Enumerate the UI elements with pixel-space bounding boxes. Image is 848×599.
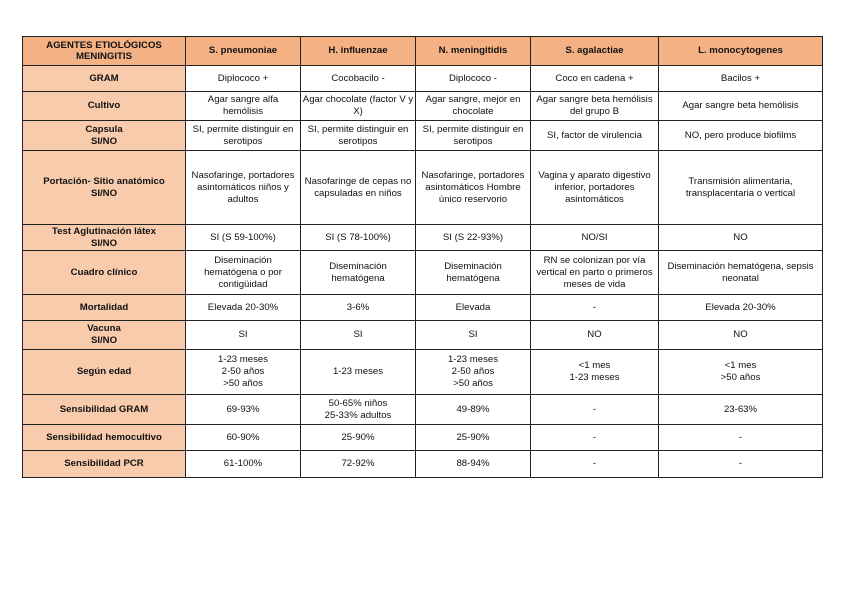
cell-line: SI, permite distinguir en serotipos xyxy=(192,123,294,147)
cell-line: 2-50 años xyxy=(221,366,265,377)
table-cell xyxy=(186,295,301,321)
cell-line: Elevada 20-30% xyxy=(705,301,776,313)
row-header-line: Test Aglutinación látex xyxy=(52,225,156,237)
cell-line: Agar chocolate (factor V y X) xyxy=(302,94,414,117)
corner-header: AGENTES ETIOLÓGICOS MENINGITIS xyxy=(23,37,186,66)
column-header: L. monocytogenes xyxy=(659,37,823,66)
cell-line: Elevada xyxy=(455,301,491,313)
cell-line: >50 años xyxy=(720,372,761,383)
row-header xyxy=(23,251,186,295)
cell-line: Vagina y aparato digestivo inferior, portadores asintomáticos xyxy=(538,169,651,205)
table-cell xyxy=(416,92,531,121)
cell-line: SI, permite distinguir en serotipos xyxy=(422,123,524,147)
cell-line: Agar sangre, mejor en chocolate xyxy=(425,94,521,117)
row-header-line: Sensibilidad PCR xyxy=(64,458,144,469)
cell-line: 61-100% xyxy=(223,458,263,469)
cell-line: - xyxy=(592,458,597,469)
cell-line: - xyxy=(592,431,597,443)
table-row xyxy=(23,350,823,395)
cell-line: Agar sangre alfa hemólisis xyxy=(207,94,279,117)
table-cell xyxy=(659,451,823,478)
cell-line: 69-93% xyxy=(226,403,260,415)
cell-line: 25-33% adultos xyxy=(324,409,392,421)
row-header xyxy=(23,295,186,321)
table-cell xyxy=(531,92,659,121)
cell-line: 1-23 meses xyxy=(217,354,269,365)
cell-line: Nasofaringe, portadores asintomáticos Hombre único reservorio xyxy=(421,169,525,205)
cell-line: - xyxy=(738,458,743,469)
table-cell xyxy=(186,92,301,121)
column-header: S. pneumoniae xyxy=(186,37,301,66)
cell-line: <1 mes xyxy=(578,360,611,371)
header-row xyxy=(23,37,823,66)
row-header-line: Según edad xyxy=(76,366,132,377)
table-cell xyxy=(531,395,659,425)
table-cell xyxy=(416,425,531,451)
cell-line: SI (S 59-100%) xyxy=(210,231,276,243)
table-body xyxy=(23,66,823,478)
table-row xyxy=(23,121,823,151)
table-cell xyxy=(416,295,531,321)
cell-line: Diplococo - xyxy=(449,72,497,84)
table-cell xyxy=(416,66,531,92)
row-header-line: Vacuna xyxy=(87,323,121,334)
cell-line: SI xyxy=(468,329,478,340)
cell-line: Diseminación hematógena, sepsis neonatal xyxy=(667,260,814,284)
table-row xyxy=(23,151,823,225)
cell-line: 49-89% xyxy=(456,403,490,415)
cell-line: SI, factor de virulencia xyxy=(547,129,642,141)
cell-line: Bacilos + xyxy=(720,72,761,84)
table-cell xyxy=(301,121,416,151)
table-cell xyxy=(186,121,301,151)
table-cell xyxy=(659,350,823,395)
table-cell xyxy=(659,295,823,321)
cell-line: Diseminación hematógena xyxy=(329,260,387,284)
cell-line: SI xyxy=(353,329,363,340)
table-cell xyxy=(659,251,823,295)
row-header xyxy=(23,121,186,151)
row-header-line: Portación- Sitio anatómico xyxy=(43,175,165,187)
table-row xyxy=(23,395,823,425)
cell-line: Nasofaringe, portadores asintomáticos niños y adultos xyxy=(191,169,295,205)
table-cell xyxy=(186,395,301,425)
table-cell xyxy=(301,350,416,395)
row-header xyxy=(23,92,186,121)
table-cell xyxy=(186,425,301,451)
table-cell xyxy=(186,225,301,251)
cell-line: Transmisión alimentaria, transplacentaria o vertical xyxy=(685,175,796,199)
column-header: H. influenzae xyxy=(301,37,416,66)
row-header-line: Cuadro clínico xyxy=(70,266,138,278)
table-cell xyxy=(531,350,659,395)
cell-line: Agar sangre beta hemólisis xyxy=(682,100,799,111)
table-cell xyxy=(531,151,659,225)
table-cell xyxy=(186,151,301,225)
table-cell xyxy=(531,121,659,151)
table-cell xyxy=(531,225,659,251)
table-cell xyxy=(416,151,531,225)
cell-line: SI xyxy=(238,329,248,340)
table-cell xyxy=(531,251,659,295)
table-cell xyxy=(301,251,416,295)
row-header xyxy=(23,66,186,92)
cell-line: >50 años xyxy=(223,378,263,389)
table-cell xyxy=(301,425,416,451)
table-cell xyxy=(531,451,659,478)
cell-line: Coco en cadena + xyxy=(555,72,634,84)
column-header: N. meningitidis xyxy=(416,37,531,66)
cell-line: 50-65% niños xyxy=(328,397,388,409)
column-header: S. agalactiae xyxy=(531,37,659,66)
cell-line: SI (S 78-100%) xyxy=(325,231,391,243)
cell-line: NO/SI xyxy=(581,231,608,243)
cell-line: <1 mes xyxy=(724,360,757,371)
cell-line: NO xyxy=(587,329,602,340)
table-cell xyxy=(531,66,659,92)
table-cell xyxy=(186,321,301,350)
cell-line: Diseminación hematógena xyxy=(444,260,502,284)
table-cell xyxy=(659,321,823,350)
row-header xyxy=(23,451,186,478)
cell-line: Diplococo + xyxy=(217,72,269,84)
row-header-line: Capsula xyxy=(85,123,123,135)
table-cell xyxy=(659,66,823,92)
cell-line: Nasofaringe de cepas no capsuladas en niños xyxy=(304,175,412,199)
cell-line: 3-6% xyxy=(346,301,370,313)
table-row xyxy=(23,225,823,251)
row-header-line: Cultivo xyxy=(87,100,121,111)
table-cell xyxy=(416,321,531,350)
row-header xyxy=(23,225,186,251)
row-header xyxy=(23,350,186,395)
table-row xyxy=(23,451,823,478)
table-cell xyxy=(659,121,823,151)
table-cell xyxy=(531,425,659,451)
table-cell xyxy=(659,92,823,121)
table-cell xyxy=(301,451,416,478)
row-header-line: Sensibilidad hemocultivo xyxy=(46,431,162,443)
table-row xyxy=(23,251,823,295)
table-cell xyxy=(416,121,531,151)
cell-line: 2-50 años xyxy=(451,366,495,377)
table-cell xyxy=(301,225,416,251)
table-row xyxy=(23,92,823,121)
table-cell xyxy=(301,151,416,225)
cell-line: 25-90% xyxy=(456,431,490,443)
table-cell xyxy=(301,92,416,121)
table-cell xyxy=(531,321,659,350)
table-row xyxy=(23,425,823,451)
row-header xyxy=(23,151,186,225)
cell-line: - xyxy=(592,301,597,313)
cell-line: Diseminación hematógena o por contigüidad xyxy=(204,254,282,290)
row-header-line: Mortalidad xyxy=(79,301,129,313)
cell-line: 1-23 meses xyxy=(332,366,384,377)
row-header xyxy=(23,321,186,350)
cell-line: 72-92% xyxy=(341,458,375,469)
cell-line: Cocobacilo - xyxy=(331,72,385,84)
cell-line: SI (S 22-93%) xyxy=(442,231,504,243)
row-header-line: Sensibilidad GRAM xyxy=(59,403,149,415)
table-cell xyxy=(416,395,531,425)
table-cell xyxy=(186,350,301,395)
cell-line: 25-90% xyxy=(341,431,375,443)
table-cell xyxy=(416,251,531,295)
cell-line: 1-23 meses xyxy=(569,372,620,383)
table-cell xyxy=(186,251,301,295)
cell-line: - xyxy=(592,403,597,415)
cell-line: 60-90% xyxy=(226,431,260,443)
meningitis-agents-table xyxy=(22,36,823,478)
table-cell xyxy=(301,395,416,425)
cell-line: 1-23 meses xyxy=(447,354,499,365)
cell-line: NO, pero produce biofilms xyxy=(684,129,797,141)
table-cell xyxy=(659,395,823,425)
cell-line: SI, permite distinguir en serotipos xyxy=(307,123,409,147)
row-header-line: SI/NO xyxy=(90,135,118,147)
cell-line: >50 años xyxy=(453,378,493,389)
row-header-line: SI/NO xyxy=(90,237,118,249)
table-cell xyxy=(301,295,416,321)
table-cell xyxy=(659,151,823,225)
cell-line: 88-94% xyxy=(456,458,490,469)
table-cell xyxy=(301,66,416,92)
cell-line: - xyxy=(738,431,743,443)
row-header-line: SI/NO xyxy=(90,335,118,346)
table-row xyxy=(23,321,823,350)
cell-line: 23-63% xyxy=(723,403,758,415)
table-cell xyxy=(659,425,823,451)
row-header-line: GRAM xyxy=(89,72,119,84)
table-cell xyxy=(301,321,416,350)
cell-line: Agar sangre beta hemólisis del grupo B xyxy=(536,94,653,117)
row-header-line: SI/NO xyxy=(90,187,118,199)
cell-line: RN se colonizan por vía vertical en parto o primeros meses de vida xyxy=(536,254,653,290)
table-row xyxy=(23,295,823,321)
table-cell xyxy=(416,225,531,251)
row-header xyxy=(23,395,186,425)
row-header xyxy=(23,425,186,451)
cell-line: NO xyxy=(733,231,748,243)
table-row xyxy=(23,66,823,92)
table-cell xyxy=(531,295,659,321)
cell-line: Elevada 20-30% xyxy=(207,301,279,313)
table-cell xyxy=(659,225,823,251)
table-cell xyxy=(186,451,301,478)
cell-line: NO xyxy=(733,329,748,340)
table-cell xyxy=(416,350,531,395)
table-cell xyxy=(416,451,531,478)
table-cell xyxy=(186,66,301,92)
